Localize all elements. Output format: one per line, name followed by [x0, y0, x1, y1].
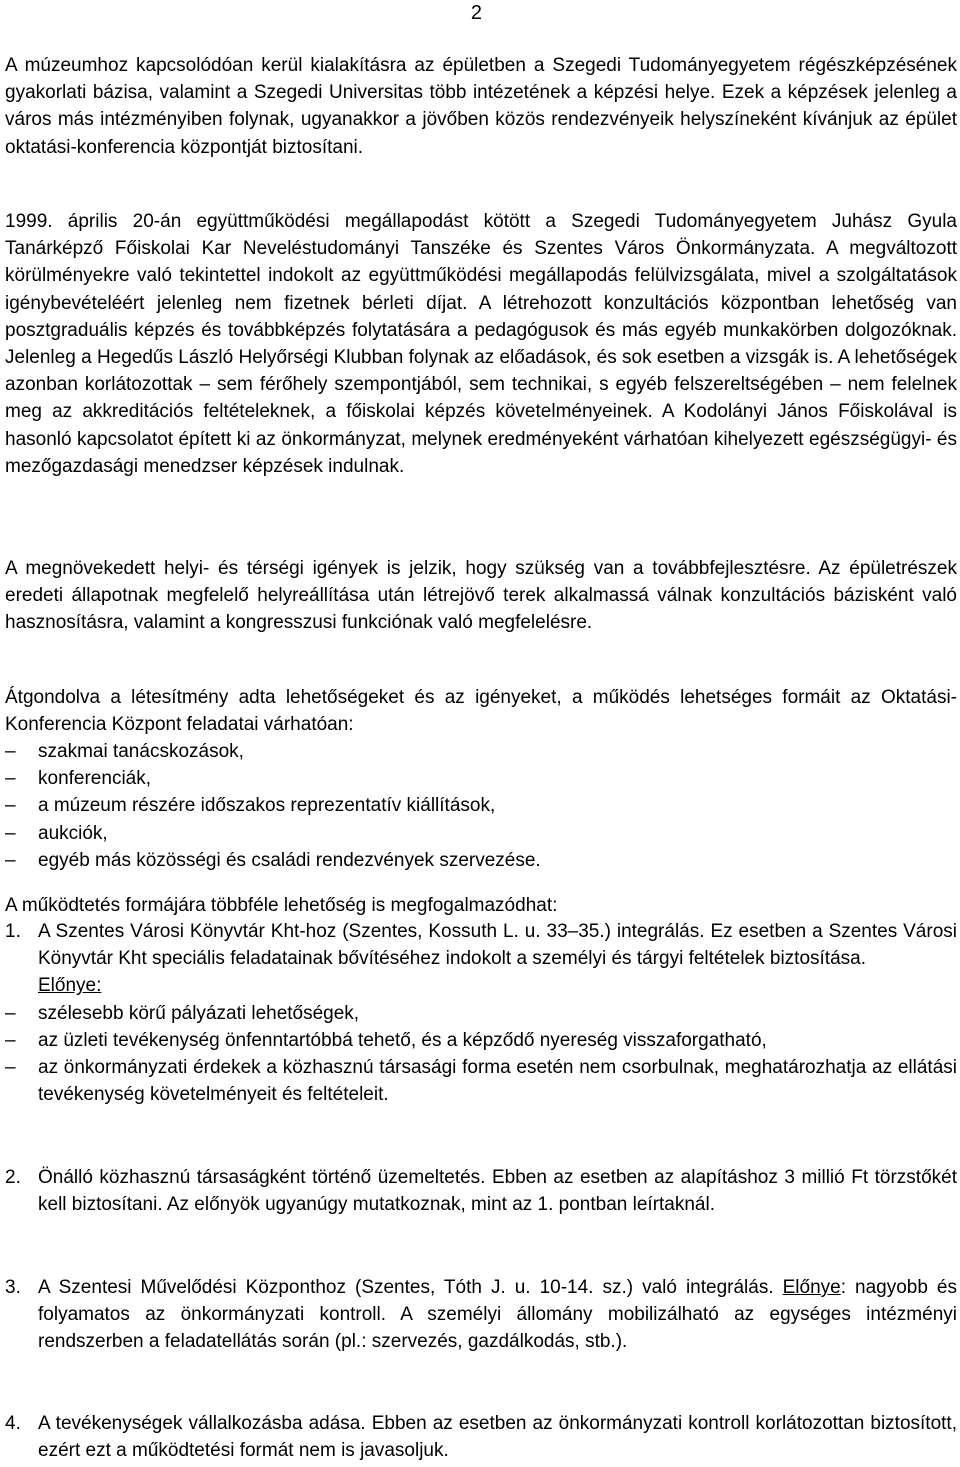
advantages-label: Előnye: [782, 1277, 841, 1298]
dash-bullet: –: [5, 1029, 16, 1051]
dash-bullet: –: [5, 741, 16, 762]
list-item: – konferenciák,: [5, 765, 957, 792]
option-item: [5, 1410, 957, 1464]
option-item: [5, 1274, 957, 1356]
page-number: 2: [470, 2, 482, 24]
dash-bullet: –: [5, 849, 16, 871]
list-item: – egyéb más közösségi és családi rendezvények szervezése.: [5, 847, 957, 874]
option-text: A tevékenységek vállalkozásba adása. Ebben az esetben az önkormányzati kontroll korlátozottan biztosított, ezért ezt a működtetési formát nem is javasoljuk.: [38, 1413, 957, 1462]
option-number: 4.: [5, 1413, 21, 1434]
advantages-label: Előnye:: [38, 975, 102, 997]
paragraph-demand: A megnövekedett helyi- és térségi igények is jelzik, hogy szükség van a továbbfejlesztésre. Az épületrészek eredeti állapotnak megfelelő helyreállítása után létrejövő terek alkalmassá válnak konzultációs bázisként való hasznosításra, valamint a kongresszusi funkciónak való megfelelésre.: [5, 558, 957, 634]
option-number: 3.: [5, 1277, 21, 1298]
dash-bullet: –: [5, 822, 16, 844]
list-item: – szakmai tanácskozások,: [5, 738, 957, 765]
paragraph-museum: A múzeumhoz kapcsolódóan kerül kialakításra az épületben a Szegedi Tudományegyetem régészképzésének gyakorlati bázisa, valamint a Szegedi Universitas több intézetének a képzési helye. Ezek a képzések jelenleg a város más intézményiben folynak, ugyanakkor a jövőben közös rendezvényeik helyszíneként kívánjuk az épület oktatási-konferencia központját biztosítani.: [5, 55, 957, 158]
dash-bullet: –: [5, 768, 16, 790]
option-number: 2.: [5, 1167, 21, 1188]
list-item: – szélesebb körű pályázati lehetőségek,: [5, 1000, 957, 1027]
list-item: – az üzleti tevékenység önfenntartóbbá tehető, és a képződő nyereség visszaforgatható,: [5, 1027, 957, 1054]
advantages-list: [5, 1000, 957, 1109]
dash-bullet: –: [5, 1002, 16, 1024]
list-item: – aukciók,: [5, 820, 957, 847]
paragraph-agreement: 1999. április 20-án együttműködési megállapodást kötött a Szegedi Tudományegyetem Juhász Gyula Tanárképző Főiskolai Kar Neveléstudományi Tanszéke és Szentes Város Önkormányzata. A megváltozott körülményekre való tekintettel indokolt az együttműködési megállapodás felülvizsgálata, mivel a szolgáltatások igénybevételéért jelenleg nem fizetnek bérleti díjat. A létrehozott konzultációs központban lehetőség van posztgraduális képzés és továbbképzés folytatására a pedagógusok és más egyéb munkakörben dolgozóknak. Jelenleg a Hegedűs László Helyőrségi Klubban folynak az előadások, és sok esetben a vizsgák is. A lehetőségek azonban korlátozottak – sem férőhely szempontjából, sem technikai, s egyéb felszereltségében – nem felelnek meg az akkreditációs feltételeknek, a főiskolai képzés követelményeinek. A Kodolányi János Főiskolával is hasonló kapcsolatot épített ki az önkormányzat, melynek eredményeként várhatóan kihelyezett egészségügyi- és mezőgazdasági menedzser képzések indulnak.: [5, 211, 957, 477]
dash-bullet: –: [5, 795, 16, 817]
option-number: 1.: [5, 921, 21, 942]
paragraph-functions-intro: Átgondolva a létesítmény adta lehetőségeket és az igényeket, a működés lehetséges formáit az Oktatási-Konferencia Központ feladatai várhatóan:: [5, 687, 957, 736]
option-text: A Szentes Városi Könyvtár Kht-hoz (Szentes, Kossuth L. u. 33–35.) integrálás. Ez esetben a Szentes Városi Könyvtár Kht speciális feladatainak bővítéséhez indokolt a személyi és tárgyi feltételek biztosítása.: [38, 921, 957, 970]
option-text: A Szentesi Művelődési Központhoz (Szentes, Tóth J. u. 10-14. sz.) való integrálás.: [38, 1277, 774, 1298]
option-item: [5, 918, 957, 1108]
list-item: – az önkormányzati érdekek a közhasznú társasági forma esetén nem csorbulnak, meghatározhatja az ellátási tevékenység követelményeit és feltételeit.: [5, 1054, 957, 1108]
option-item: [5, 1164, 957, 1218]
functions-list: [5, 738, 957, 874]
advantages-text: : nagyobb és folyamatos az önkormányzati kontroll. A személyi állomány mobilizálható az egységes intézményi rendszerben a feladatellátás során (pl.: szervezés, gazdálkodás, stb.).: [38, 1277, 957, 1353]
list-item: – a múzeum részére időszakos reprezentatív kiállítások,: [5, 792, 957, 819]
dash-bullet: –: [5, 1057, 16, 1079]
paragraph-operation-intro: A működtetés formájára többféle lehetőség is megfogalmazódhat:: [5, 895, 558, 916]
option-text: Önálló közhasznú társaságként történő üzemeltetés. Ebben az esetben az alapításhoz 3 millió Ft törzstőkét kell biztosítani. Az előnyök ugyanúgy mutatkoznak, mint az 1. pontban leírtaknál.: [38, 1167, 957, 1216]
